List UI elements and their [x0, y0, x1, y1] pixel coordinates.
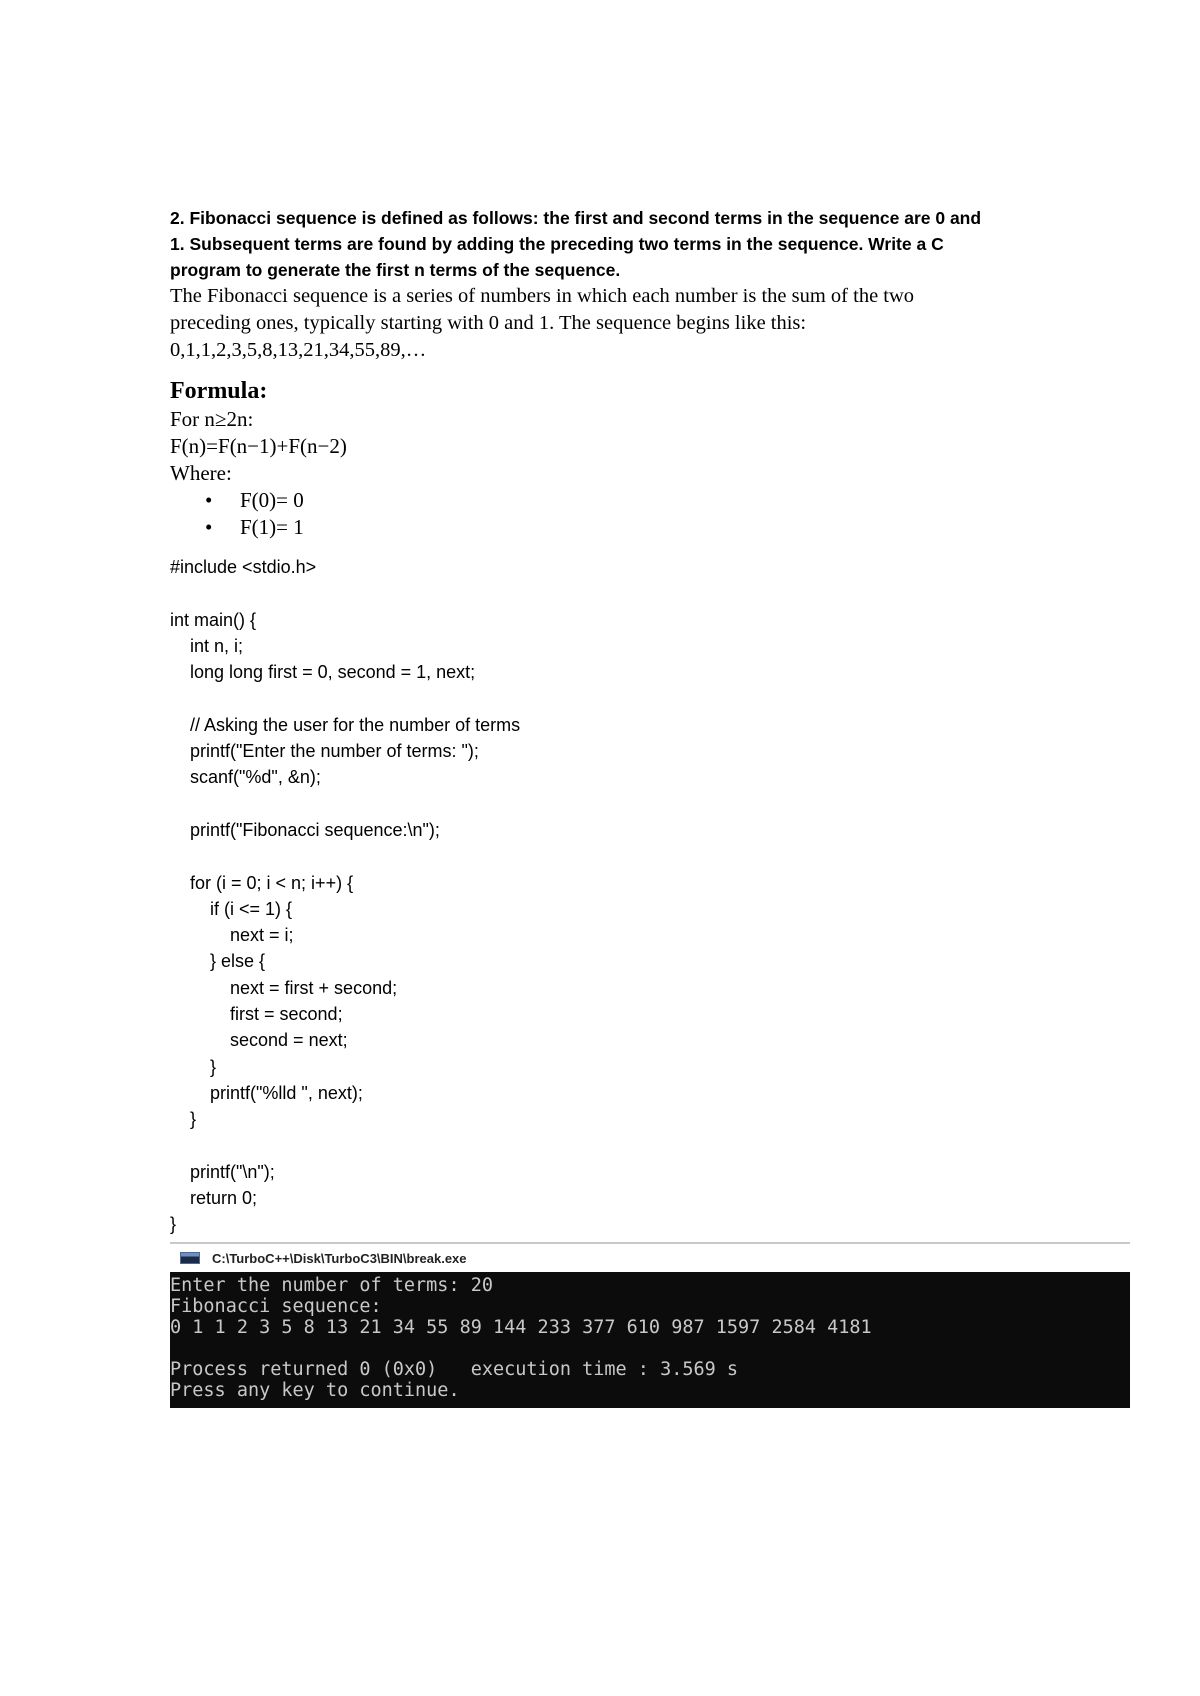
bullet-icon: • — [205, 515, 213, 539]
console-window-icon — [180, 1252, 200, 1264]
code-listing: #include <stdio.h> int main() { int n, i; long long first = 0, second = 1, next; // Asking the user for the number of terms printf("Enter the number of terms: "); scanf("%d", &n); printf("Fibonacci sequence:\n"); for (i = 0; i < n; i++) { if (i <= 1) { next = i; } else { next = first + second; first = second; second = next; } printf("%lld ", next); } printf("\n"); return 0; } — [170, 557, 521, 1235]
formula-section — [170, 406, 347, 541]
console-titlebar — [170, 1242, 1130, 1272]
intro-line: The Fibonacci sequence is a series of numbers in which each number is the sum of the two — [170, 285, 915, 307]
intro-line: preceding ones, typically starting with 0 and 1. The sequence begins like this: — [170, 312, 807, 334]
bullet-icon: • — [205, 488, 213, 512]
formula-where: Where: — [170, 461, 232, 485]
base-case-item — [205, 514, 347, 541]
base-case-text: F(1)= 1 — [240, 515, 304, 539]
document-page — [170, 0, 1130, 1696]
formula-equation: F(n)=F(n−1)+F(n−2) — [170, 434, 347, 458]
console-line: Press any key to continue. — [170, 1380, 460, 1401]
base-case-item — [205, 487, 347, 514]
question-line: 1. Subsequent terms are found by adding the preceding two terms in the sequence. Write a C — [170, 234, 944, 254]
question-line: 2. Fibonacci sequence is defined as follows: the first and second terms in the sequence are 0 and — [170, 208, 982, 228]
console-window — [170, 1242, 1130, 1408]
base-case-list — [170, 487, 347, 541]
base-case-text: F(0)= 0 — [240, 488, 304, 512]
question-line: program to generate the first n terms of the sequence. — [170, 260, 621, 280]
console-line: Fibonacci sequence: — [170, 1296, 382, 1317]
intro-paragraph — [170, 283, 1130, 364]
question-text — [170, 205, 1130, 283]
console-line: Enter the number of terms: 20 — [170, 1275, 494, 1296]
console-line: Process returned 0 (0x0) execution time : 3.569 s — [170, 1359, 739, 1380]
formula-condition: For n≥2n: — [170, 407, 254, 431]
console-title: C:\TurboC++\Disk\TurboC3\BIN\break.exe — [212, 1250, 467, 1266]
console-line: 0 1 1 2 3 5 8 13 21 34 55 89 144 233 377 610 987 1597 2584 4181 — [170, 1317, 872, 1338]
sequence-example: 0,1,1,2,3,5,8,13,21,34,55,89,… — [170, 339, 427, 361]
console-output — [170, 1272, 1130, 1408]
console-line — [170, 1338, 1130, 1359]
formula-heading: Formula: — [170, 378, 268, 404]
